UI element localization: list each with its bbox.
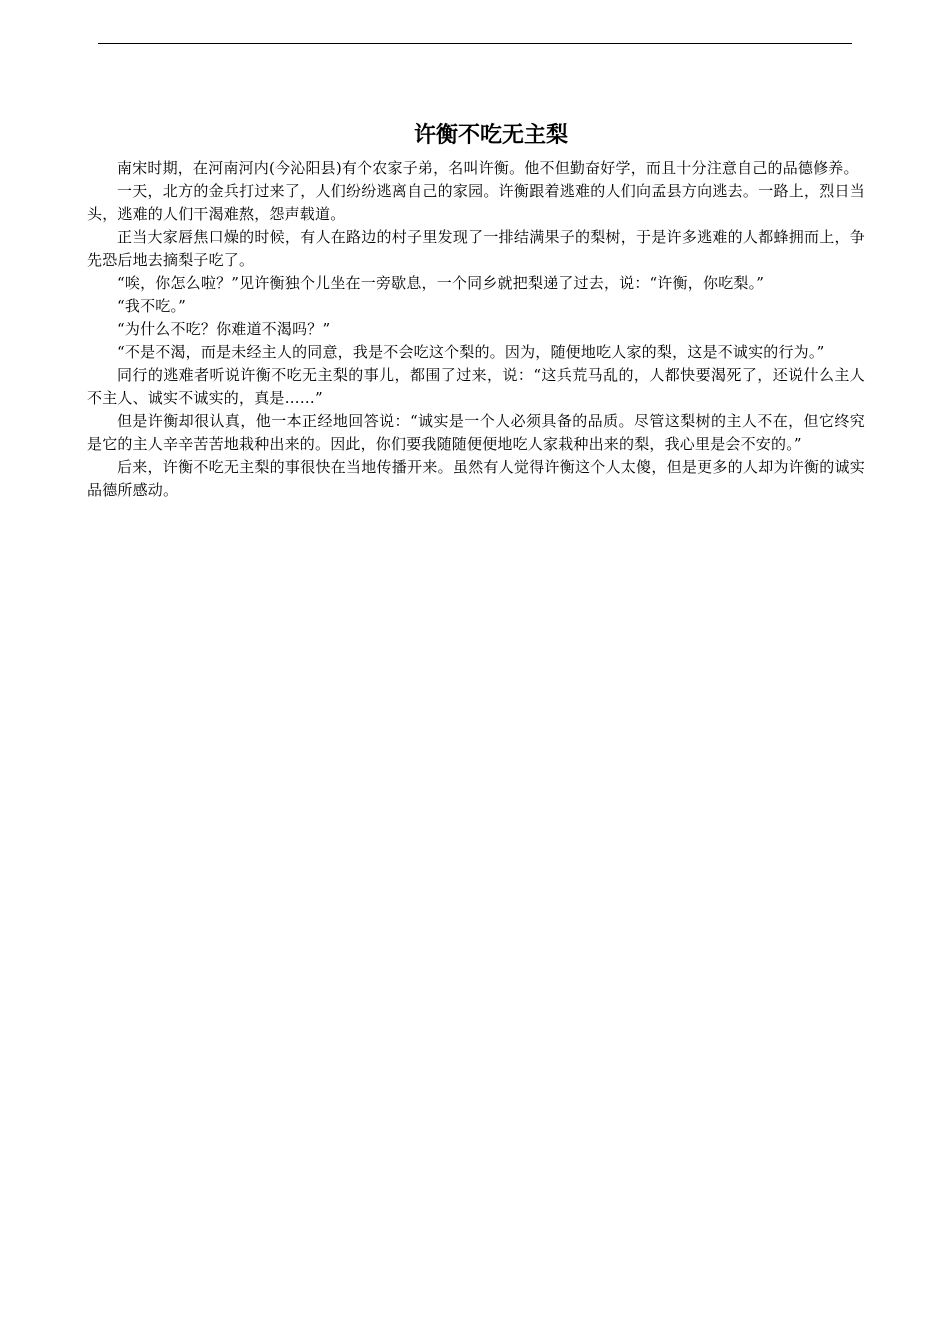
paragraph: “唉，你怎么啦？”见许衡独个儿坐在一旁歇息，一个同乡就把梨递了过去，说：“许衡，你吃梨。” xyxy=(117,274,765,292)
article-title: 许衡不吃无主梨 xyxy=(413,123,568,148)
paragraph: 正当大家唇焦口燥的时候，有人在路边的村子里发现了一排结满果子的梨树，于是许多逃难的人都蜂拥而上，争先恐后地去摘梨子吃了。 xyxy=(87,228,865,269)
paragraph: “不是不渴，而是未经主人的同意，我是不会吃这个梨的。因为，随便地吃人家的梨，这是不诚实的行为。” xyxy=(117,343,825,361)
paragraph: 但是许衡却很认真，他一本正经地回答说：“诚实是一个人必须具备的品质。尽管这梨树的主人不在，但它终究是它的主人辛辛苦苦地栽种出来的。因此，你们要我随随便便地吃人家栽种出来的梨，我心里是会不安的。” xyxy=(87,412,865,453)
paragraph: 南宋时期，在河南河内(今沁阳县)有个农家子弟，名叫许衡。他不但勤奋好学，而且十分注意自己的品德修养。 xyxy=(117,159,859,177)
paragraph: 一天，北方的金兵打过来了，人们纷纷逃离自己的家园。许衡跟着逃难的人们向孟县方向逃去。一路上，烈日当头，逃难的人们干渴难熬，怨声载道。 xyxy=(87,182,865,223)
article xyxy=(87,118,865,502)
paragraph: 同行的逃难者听说许衡不吃无主梨的事儿，都围了过来，说：“这兵荒马乱的，人都快要渴死了，还说什么主人不主人、诚实不诚实的，真是……” xyxy=(87,366,865,407)
header-rule xyxy=(98,43,852,44)
paragraph: “为什么不吃？你难道不渴吗？” xyxy=(117,320,331,338)
paragraph: 后来，许衡不吃无主梨的事很快在当地传播开来。虽然有人觉得许衡这个人太傻，但是更多的人却为许衡的诚实品德所感动。 xyxy=(87,458,865,499)
paragraph: “我不吃。” xyxy=(117,297,187,315)
article-body xyxy=(87,157,865,502)
